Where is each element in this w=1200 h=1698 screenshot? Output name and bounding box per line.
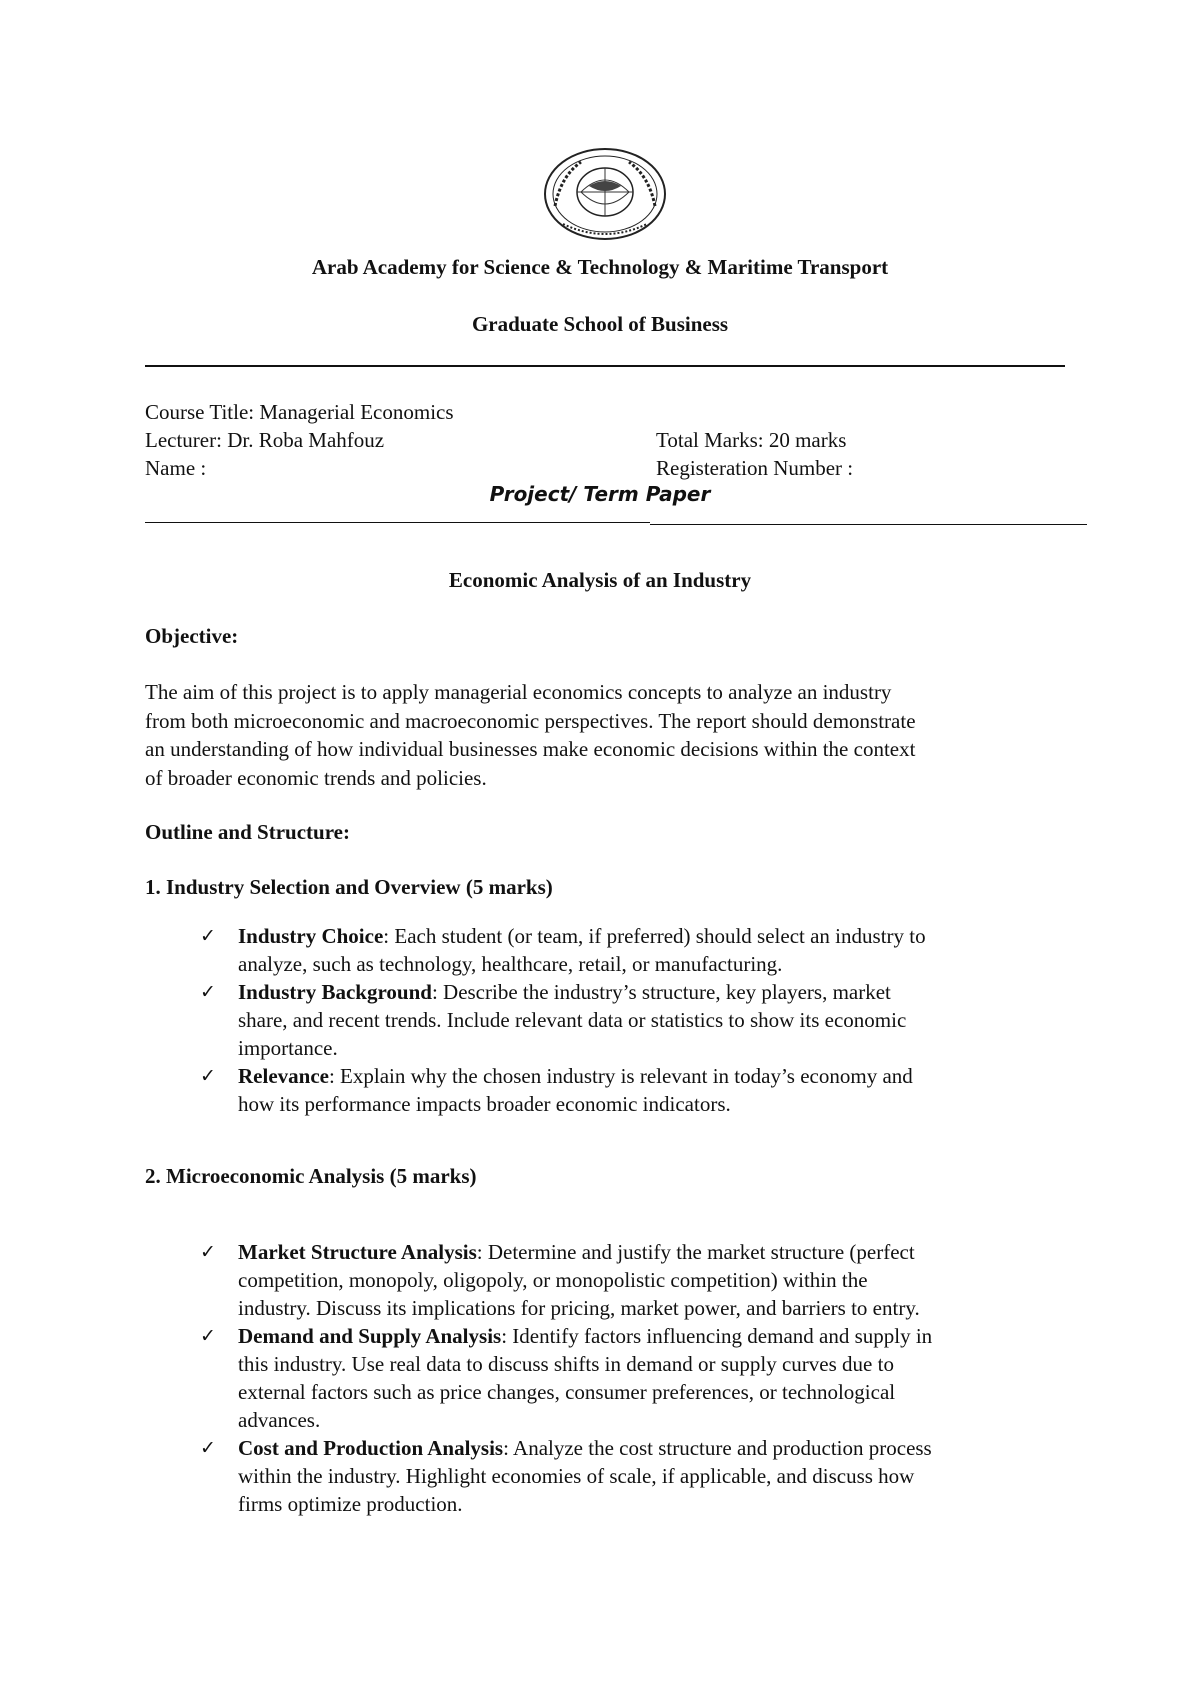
item-text: : Determine and justify the market structure (perfect <box>476 1240 915 1264</box>
objective-line: from both microeconomic and macroeconomic perspectives. The report should demonstrate <box>145 708 916 733</box>
checkmark-icon: ✓ <box>200 1065 216 1087</box>
item-text: : Describe the industry’s structure, key players, market <box>431 980 891 1004</box>
objective-paragraph <box>145 678 1075 792</box>
section-1-heading <box>145 873 1075 902</box>
checkmark-icon: ✓ <box>200 925 216 947</box>
total-marks: Total Marks: 20 marks <box>656 428 847 452</box>
list-item <box>200 1238 1080 1322</box>
item-text-line: advances. <box>238 1408 321 1432</box>
info-divider-left <box>145 522 650 523</box>
institution-name: Arab Academy for Science & Technology & Maritime Transport <box>311 255 889 279</box>
section-heading-text: 1. Industry Selection and Overview (5 marks) <box>145 875 553 899</box>
assignment-type: Project/ Term Paper <box>489 482 711 506</box>
item-text-line: importance. <box>238 1036 338 1060</box>
outline-heading <box>145 818 1075 847</box>
list-item <box>200 1322 1080 1434</box>
course-title: Course Title: Managerial Economics <box>145 400 454 424</box>
item-text-line: this industry. Use real data to discuss shifts in demand or supply curves due to <box>238 1352 894 1376</box>
info-divider-right <box>650 524 1087 525</box>
item-text-line: share, and recent trends. Include relevant data or statistics to show its economic <box>238 1008 907 1032</box>
item-term: Relevance <box>238 1064 329 1088</box>
section-1-list <box>200 922 1080 1118</box>
section-heading-text: 2. Microeconomic Analysis (5 marks) <box>145 1164 477 1188</box>
list-item <box>200 922 1080 978</box>
list-item <box>200 1434 1080 1518</box>
list-item <box>200 978 1080 1062</box>
item-term: Cost and Production Analysis <box>238 1436 504 1460</box>
item-text-line: how its performance impacts broader economic indicators. <box>238 1092 731 1116</box>
lecturer: Lecturer: Dr. Roba Mahfouz <box>145 428 385 452</box>
item-text: : Identify factors influencing demand and supply in <box>501 1324 933 1348</box>
registration-label: Registeration Number : <box>656 456 854 480</box>
checkmark-icon: ✓ <box>200 981 216 1003</box>
objective-line: of broader economic trends and policies. <box>145 765 487 790</box>
item-text-line: analyze, such as technology, healthcare, retail, or manufacturing. <box>238 952 783 976</box>
item-text: : Analyze the cost structure and production process <box>503 1436 932 1460</box>
school-name: Graduate School of Business <box>471 312 729 336</box>
item-term: Industry Background <box>238 980 432 1004</box>
checkmark-icon: ✓ <box>200 1241 216 1263</box>
outline-heading-text: Outline and Structure: <box>145 820 350 844</box>
objective-line: The aim of this project is to apply managerial economics concepts to analyze an industry <box>145 680 892 704</box>
item-text: : Each student (or team, if preferred) should select an industry to <box>383 924 926 948</box>
item-text-line: firms optimize production. <box>238 1492 463 1516</box>
checkmark-icon: ✓ <box>200 1437 216 1459</box>
item-term: Demand and Supply Analysis <box>238 1324 502 1348</box>
item-text-line: competition, monopoly, oligopoly, or monopolistic competition) within the <box>238 1268 868 1292</box>
objective-line: an understanding of how individual businesses make economic decisions within the context <box>145 737 916 761</box>
section-2-list <box>200 1238 1080 1518</box>
document-title: Economic Analysis of an Industry <box>448 568 752 592</box>
objective-heading-text: Objective: <box>145 624 239 648</box>
section-2-heading <box>145 1162 1075 1191</box>
item-text-line: industry. Discuss its implications for pricing, market power, and barriers to entry. <box>238 1296 920 1320</box>
list-item <box>200 1062 1080 1118</box>
header-divider <box>145 365 1065 367</box>
institution-logo <box>541 146 669 246</box>
item-text-line: external factors such as price changes, consumer preferences, or technological <box>238 1380 896 1404</box>
name-label: Name : <box>145 456 207 480</box>
item-text-line: within the industry. Highlight economies of scale, if applicable, and discuss how <box>238 1464 915 1488</box>
item-term: Industry Choice <box>238 924 384 948</box>
item-text: : Explain why the chosen industry is relevant in today’s economy and <box>328 1064 913 1088</box>
objective-heading <box>145 622 1075 651</box>
checkmark-icon: ✓ <box>200 1325 216 1347</box>
item-term: Market Structure Analysis <box>238 1240 477 1264</box>
